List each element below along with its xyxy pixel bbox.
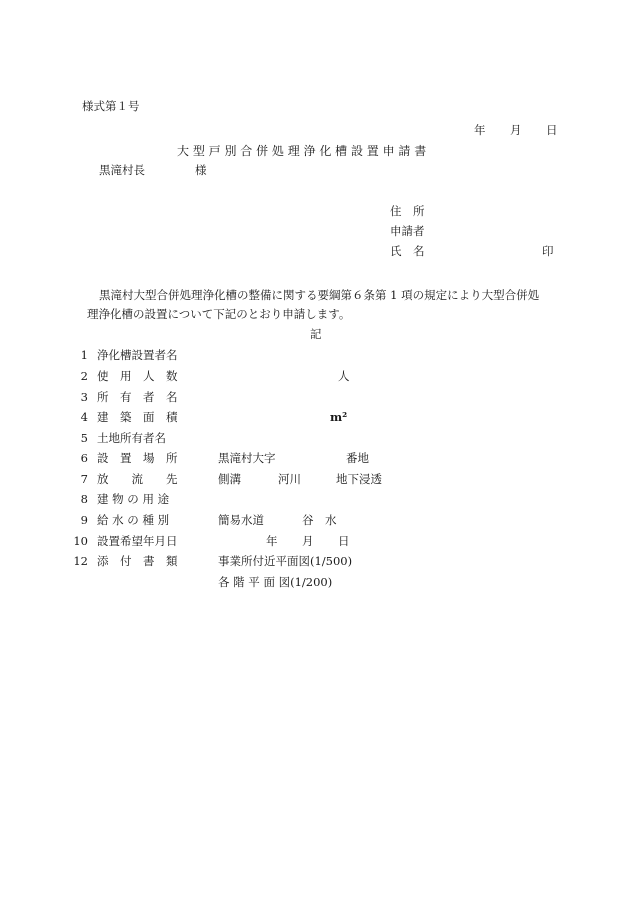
item-label: 浄化槽設置者名	[97, 348, 178, 362]
item-value: 河川	[278, 472, 301, 486]
item-value: 黒滝村大字	[218, 451, 276, 465]
item-value: 日	[338, 534, 350, 548]
item-value: 番地	[346, 451, 369, 465]
item-value: 事業所付近平面図(1/500)	[218, 554, 353, 568]
name-label: 氏 名	[390, 244, 425, 258]
item-number: 2	[80, 369, 88, 383]
item-value: 地下浸透	[336, 472, 382, 486]
item-number: 8	[80, 492, 88, 506]
item-number: 9	[80, 513, 88, 527]
item-label: 設 置 場 所	[97, 451, 178, 465]
date-year: 年	[474, 123, 486, 137]
item-label: 所 有 者 名	[97, 390, 178, 404]
item-number: 5	[80, 431, 88, 445]
item-number: 3	[80, 390, 88, 404]
item-value: 側溝	[218, 472, 241, 486]
form-number: 様式第１号	[82, 99, 140, 113]
item-number: 12	[73, 554, 88, 568]
item-number: 1	[80, 348, 88, 362]
item-label: 使 用 人 数	[97, 369, 178, 383]
item-label: 給 水 の 種 別	[97, 513, 170, 527]
item-label: 添 付 書 類	[97, 554, 178, 568]
item-number: 4	[80, 410, 88, 424]
item-label: 建 築 面 積	[97, 410, 178, 424]
body-text-line-2: 理浄化槽の設置について下記のとおり申請します。	[87, 307, 351, 321]
seal-mark: 印	[542, 244, 554, 258]
item-value: 人	[338, 369, 350, 383]
item-label: 建 物 の 用 途	[97, 492, 170, 506]
item-number: 10	[73, 534, 88, 548]
item-label: 放 流 先	[97, 472, 178, 486]
item-value: 谷 水	[302, 513, 337, 527]
ki-heading: 記	[310, 327, 322, 341]
item-number: 7	[80, 472, 88, 486]
item-value: 月	[302, 534, 314, 548]
item-value: 各 階 平 面 図(1/200)	[218, 575, 333, 589]
item-value: m²	[330, 410, 348, 424]
item-label: 設置希望年月日	[97, 534, 178, 548]
body-text-line-1: 黒滝村大型合併処理浄化槽の整備に関する要綱第６条第 1 項の規定により大型合併処	[99, 288, 540, 302]
item-value: 簡易水道	[218, 513, 264, 527]
item-label: 土地所有者名	[97, 431, 166, 445]
date-day: 日	[546, 123, 558, 137]
item-number: 6	[80, 451, 88, 465]
date-month: 月	[510, 123, 522, 137]
item-value: 年	[266, 534, 278, 548]
applicant-label: 申請者	[390, 224, 425, 238]
honorific: 様	[195, 163, 207, 177]
address-label: 住 所	[390, 204, 425, 218]
document-title: 大 型 戸 別 合 併 処 理 浄 化 槽 設 置 申 請 書	[177, 144, 427, 158]
addressee: 黒滝村長	[99, 163, 145, 177]
